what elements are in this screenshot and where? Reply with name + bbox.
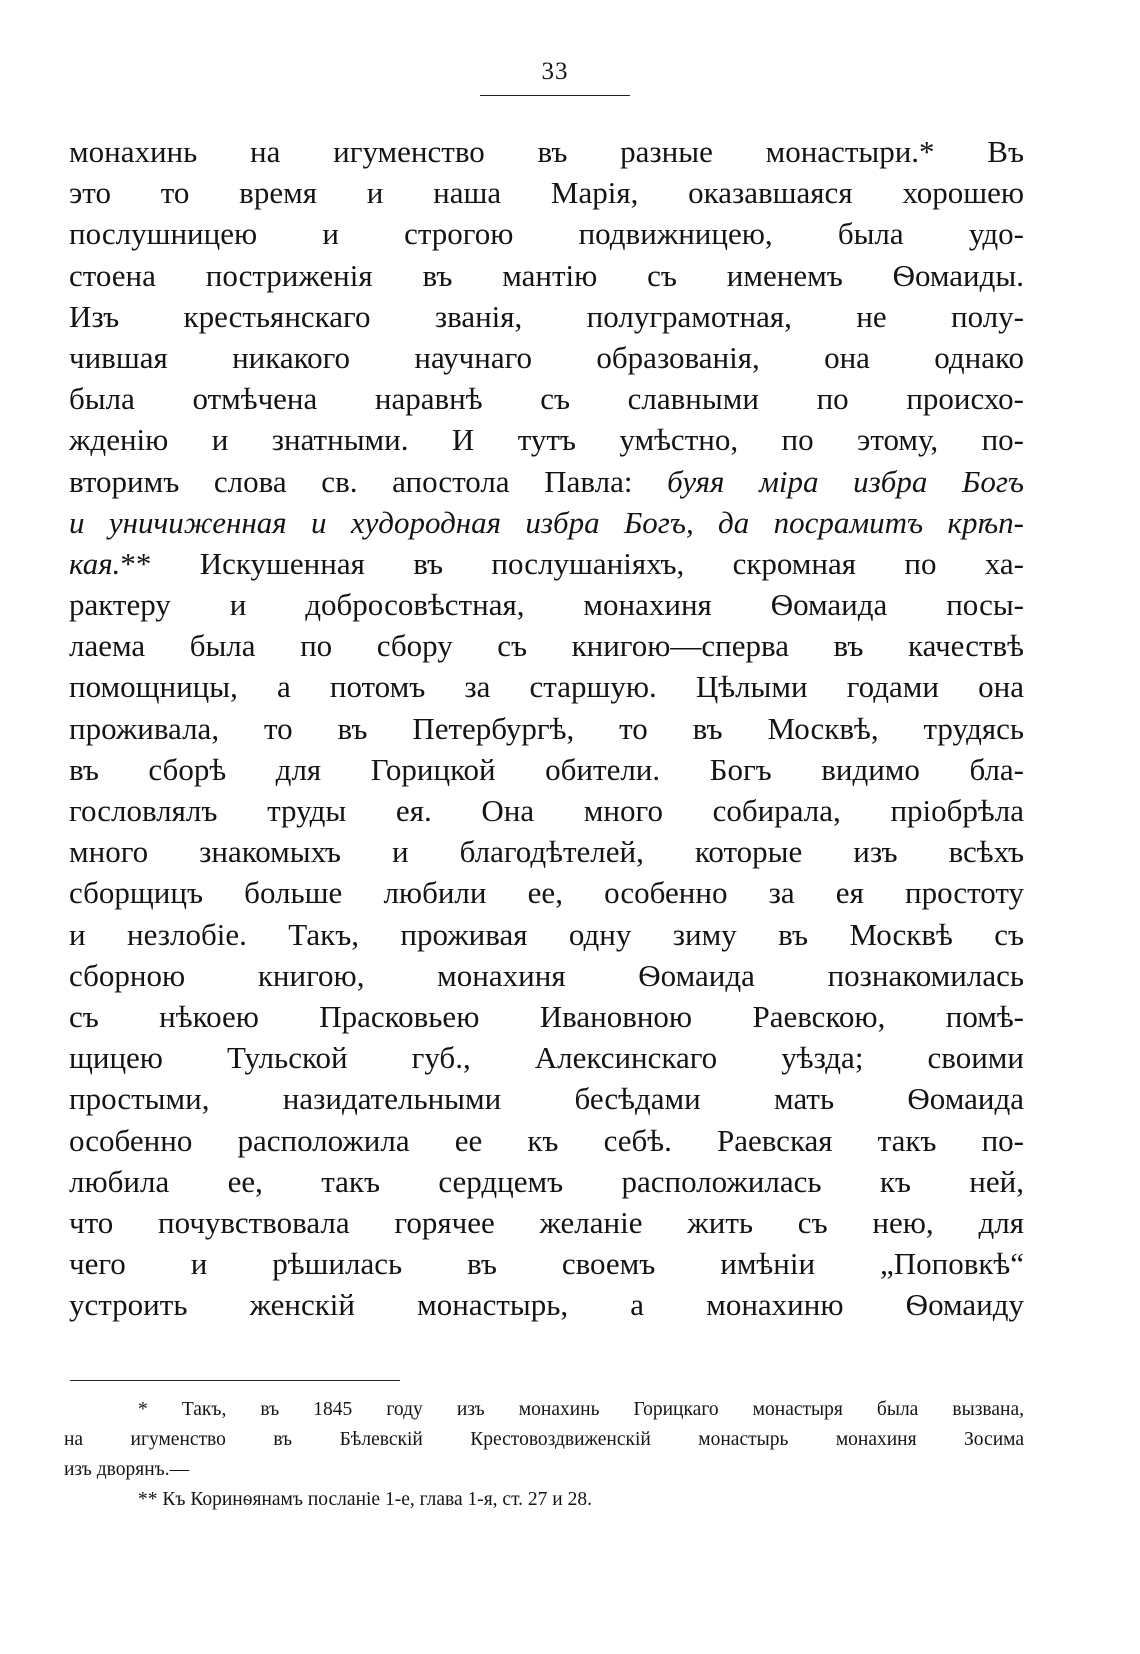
text-line: сборною книгою, монахиня Ѳомаида познакомилась xyxy=(69,957,1024,993)
text-line-regular: ** Искушенная въ послушаніяхъ, скромная по ха- xyxy=(120,545,1024,581)
text-line: проживала, то въ Петербургѣ, то въ Москвѣ, трудясь xyxy=(69,710,1024,746)
text-line: послушницею и строгою подвижницею, была удо- xyxy=(69,216,1024,252)
text-line: много знакомыхъ и благодѣтелей, которые изъ всѣхъ xyxy=(69,834,1024,870)
text-line: жденію и знатными. И тутъ умѣстно, по этому, по- xyxy=(69,422,1024,458)
text-line: чившая никакого научнаго образованія, она однако xyxy=(69,339,1024,375)
text-line: любила ее, такъ сердцемъ расположилась къ ней, xyxy=(69,1163,1024,1199)
text-line: это то время и наша Марія, оказавшаяся хорошею xyxy=(69,175,1024,211)
page-number-rule xyxy=(480,95,630,96)
text-line: въ сборѣ для Горицкой обители. Богъ видимо бла- xyxy=(69,751,1024,787)
text-line: лаема была по сбору съ книгою—сперва въ качествѣ xyxy=(69,628,1024,664)
text-line: сборщицъ больше любили ее, особенно за ея простоту xyxy=(69,875,1024,911)
scripture-quote: буяя міра избра Богъ xyxy=(667,463,1024,499)
text-line: стоена постриженія въ мантію съ именемъ Ѳомаиды. xyxy=(69,257,1024,293)
text-line: съ нѣкоею Прасковьею Ивановною Раевскою, помѣ- xyxy=(69,998,1024,1034)
text-line: рактеру и добросовѣстная, монахиня Ѳомаида посы- xyxy=(69,587,1024,623)
text-line: щицею Тульской губ., Алексинскаго уѣзда; своими xyxy=(69,1040,1024,1076)
page-number: 33 xyxy=(541,58,569,85)
footnote-rule xyxy=(70,1380,400,1381)
text-line: устроить женскій монастырь, а монахиню Ѳомаиду xyxy=(69,1287,1024,1323)
footnote-line: ** Къ Коринѳянамъ посланіе 1-е, глава 1-я, ст. 27 и 28. xyxy=(138,1489,592,1510)
text-line: и незлобіе. Такъ, проживая одну зиму въ Москвѣ съ xyxy=(69,916,1024,952)
text-line: что почувствовала горячее желаніе жить съ нею, для xyxy=(69,1204,1024,1240)
footnote-line: на игуменство въ Бѣлевскій Крестовоздвиженскій монастырь монахиня Зосима xyxy=(64,1429,1024,1450)
text-line-regular: вторимъ слова св. апостола Павла: xyxy=(69,463,633,499)
text-line xyxy=(69,461,1024,502)
text-line: особенно расположила ее къ себѣ. Раевская такъ по- xyxy=(69,1122,1024,1158)
text-line: была отмѣчена наравнѣ съ славными по происхо- xyxy=(69,381,1024,417)
body-text xyxy=(69,131,1024,1325)
text-line: простыми, назидательными бесѣдами мать Ѳомаида xyxy=(69,1081,1024,1117)
text-line: Изъ крестьянскаго званія, полуграмотная, не полу- xyxy=(69,298,1024,334)
footnote-line: * Такъ, въ 1845 году изъ монахинь Горицкаго монастыря была вызвана, xyxy=(138,1399,1024,1420)
text-line: чего и рѣшилась въ своемъ имѣніи „Поповкѣ“ xyxy=(69,1246,1024,1282)
footnotes xyxy=(64,1395,1024,1515)
scripture-quote-line: и уничиженная и худородная избра Богъ, да посрамитъ крѣп- xyxy=(69,504,1024,540)
scripture-quote-end: кая. xyxy=(69,545,121,581)
text-line: гословлялъ труды ея. Она много собирала, пріобрѣла xyxy=(69,793,1024,828)
text-line: монахинь на игуменство въ разные монастыри.* Въ xyxy=(69,134,1024,169)
text-line: помощницы, а потомъ за старшую. Цѣлыми годами она xyxy=(69,669,1024,705)
footnote-line: изъ дворянъ.— xyxy=(64,1459,190,1480)
text-line xyxy=(69,543,1024,584)
